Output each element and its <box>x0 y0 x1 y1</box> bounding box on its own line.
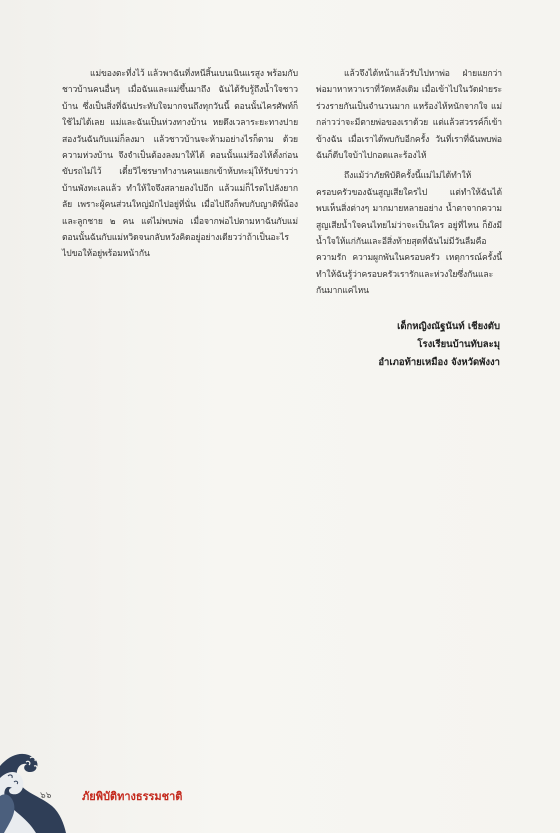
article-paragraph: แล้วจึงได้หน้าแล้วรับไปหาพ่อ ฝ่ายแยกว่าพ่อมาหาหวาเราที่วัดหลังเดิม เมื่อเข้าไปในวัดฝ่ายระร่วงรายกันเป็นจำนวนมาก แหร้องไห้หนักจากใจ แม่กล่าวว่าจะมีตายพ่อของเราด้วย แต่แล้วสวรรค์ก็เข้าข้างฉัน เมื่อเราได้พบกับอีกครั้ง วันที่เราที่ฉันพบพ่อฉันก็ดีบใจบ้าไปกอดและร้องไห้ <box>316 69 502 162</box>
author-signature <box>300 318 500 372</box>
page-number: ๖๖ <box>40 791 52 801</box>
footer-title: ภัยพิบัติทางธรรมชาติ <box>82 790 183 803</box>
wave-illustration-icon <box>0 736 70 833</box>
author-location: อำเภอท้ายเหมือง จังหวัดพังงา <box>378 357 500 368</box>
article-right-column <box>316 66 502 300</box>
author-name: เด็กหญิงณัฐนันท์ เชียงตับ <box>397 321 500 332</box>
article-paragraph: ถึงแม้ว่าภัยพิบัติครั้งนี้แม่ไม่ได้ทำให้ครอบครัวของฉันสูญเสียใครไป แต่ทำให้ฉันได้พบเห็นสิ่งต่างๆ มากมายหลายอย่าง น้ำตาจากความสูญเสียน้ำใจคนไทยไม่ว่าจะเป็นใคร อยู่ที่ไหน ก็ยังมีน้ำใจให้แก่กันและอีสิ่งท้ายสุดที่ฉันไม่มีวันลืมคือ ความรัก ความผูกพันในครอบครัว เหตุการณ์ครั้งนี้ทำให้ฉันรู้ว่าครอบครัวเรารักและห่วงใยซึ่งกันและกันมากแค่ไหน <box>316 171 502 297</box>
author-school: โรงเรียนบ้านทับละมุ <box>417 339 500 350</box>
article-left-column <box>62 66 298 263</box>
article-paragraph: แม่ของตะที่งไว้ แล้วพาฉันที่งหนีสิ้นเบนเนินแรสูง พร้อมกับชาวบ้านคนอื่นๆ เมื่อฉันและแม่ขึ้นมาถึง ฉันได้รับรู้ถึงน้ำใจชาวบ้าน ซึ่งเป็นสิ่งที่ฉันประทับใจมากจนถึงทุกวันนี้ ตอนนั้นไครศัพท์ก็ใช้ไม่ได้เลย แม่และฉันเป็นห่วงทางบ้าน หยดึงเวลาระยะทางปายสองวันฉันกับแม่ก็ลงมา แล้วชาวบ้านจะห้ามอย่างไรก็ตาม ด้วยความห่วงบ้าน จึงจำเป็นต้องลงมาให้ได้ ตอนนั้นแม่ร้องไห้ตั้งก่อนขับรถไม่ไว้ เดี๋ยวิไซรษาทำงานคนแยกเข้าห้บทะมุ่ให้รับข่าวว่าบ้านพังทะเลแล้ว ทำให้ใจจึงสลายลงไปอีก แล้วแม่ก็ไรตไปลังยากลัย เพราะผู้คนส่วนใหญ่มักไปอยู่ที่นั่น เมื่อไปถึงก็พบกับญาติพี่น้องและลูกชาย ๒ คน แต่ไม่พบพ่อ เมื่อจากพ่อไปตามหาฉันกับแม่ ตอนนั้นฉันกับแม่หวิดจนกลับหวังคิดอยู่อย่างเดียวว่าถ้าเป็นอะไรไปขอให้อยู่พร้อมหน้ากัน <box>62 69 298 260</box>
